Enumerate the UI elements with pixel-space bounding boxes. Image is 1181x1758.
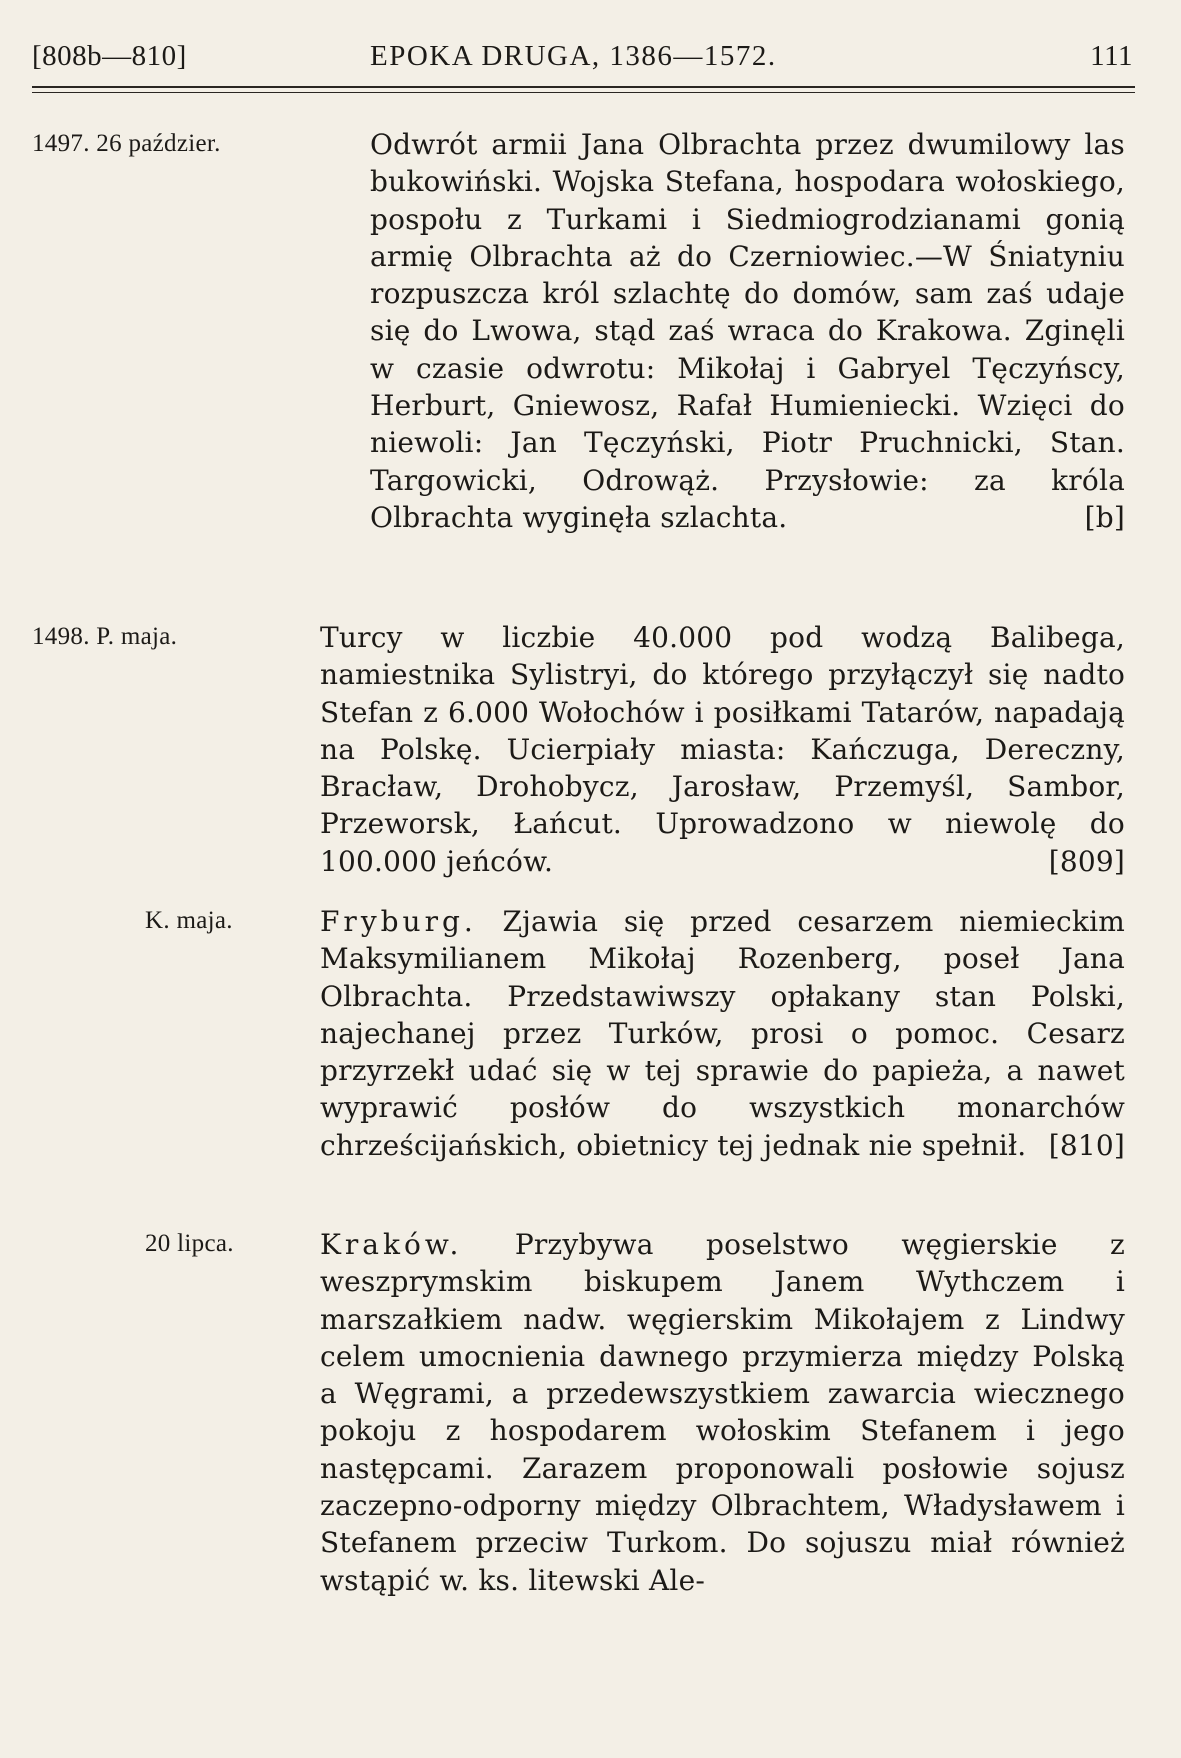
entry-text xyxy=(320,1226,1125,1599)
entry-place: Kraków. xyxy=(320,1228,463,1261)
entry-date: 1498. P. maja. xyxy=(32,623,178,650)
entry-text xyxy=(320,619,1125,880)
entry-reference: [810] xyxy=(1048,1128,1125,1162)
entry-body: Odwrót armii Jana Olbrachta przez dwumilowy las bukowiński. Wojska Stefana, hospodara wołoskiego, pospołu z Turkami i Siedmiogrodzianami gonią armię Olbrachta aż do Czerniowiec.—W Śniatyniu rozpuszcza król szlachtę do domów, sam zaś udaje się do Lwowa, stąd zaś wraca do Krakowa. Zginęli w czasie odwrotu: Mikołaj i Gabryel Tęczyńscy, Herburt, Gniewosz, Rafał Humieniecki. Wzięci do niewoli: Jan Tęczyński, Piotr Pruchnicki, Stan. Targowicki, Odrowąż. Przysłowie: za króla Olbrachta wyginęła szlachta. xyxy=(370,128,1125,534)
entry-body: Zjawia się przed cesarzem niemieckim Maksymilianem Mikołaj Rozenberg, poseł Jana Olbrachta. Przedstawiwszy opłakany stan Polski, najechanej przez Turków, prosi o pomoc. Cesarz przyrzekł udać się w tej sprawie do papieża, a nawet wyprawić posłów do wszystkich monarchów chrześcijańskich, obietnicy tej jednak nie spełnił. xyxy=(320,905,1125,1162)
header-section-range: [808b—810] xyxy=(32,40,187,72)
entry-text xyxy=(370,126,1125,536)
entry-body: Przybywa poselstwo węgierskie z weszprymskim biskupem Janem Wythczem i marszałkiem nadw. węgierskim Mikołajem z Lindwy celem umocnienia dawnego przymierza między Polską a Węgrami, a przedewszystkiem zawarcia wiecznego pokoju z hospodarem wołoskim Stefanem i jego następcami. Zarazem proponowali posłowie sojusz zaczepno-odporny między Olbrachtem, Władysławem i Stefanem przeciw Turkom. Do sojuszu miał również wstąpić w. ks. litewski Ale- xyxy=(320,1228,1125,1597)
entry-date: K. maja. xyxy=(145,907,233,934)
entry-body: Turcy w liczbie 40.000 pod wodzą Balibega, namiestnika Sylistryi, do którego przyłączył się nadto Stefan z 6.000 Wołochów i posiłkami Tatarów, napadają na Polskę. Ucierpiały miasta: Kańczuga, Dereczny, Bracław, Drohobycz, Jarosław, Przemyśl, Sambor, Przeworsk, Łańcut. Uprowadzono w niewolę do 100.000 jeńców. xyxy=(320,621,1125,878)
entry-place: Fryburg. xyxy=(320,905,477,938)
entry-date: 20 lipca. xyxy=(145,1230,234,1257)
entry-reference: [b] xyxy=(1084,500,1125,534)
entry-text xyxy=(320,903,1125,1164)
page-number: 111 xyxy=(1090,40,1133,72)
header-title: EPOKA DRUGA, 1386—1572. xyxy=(370,40,777,72)
entry-reference: [809] xyxy=(1048,844,1125,878)
entry-date: 1497. 26 paździer. xyxy=(32,130,221,157)
header-rule xyxy=(32,86,1135,93)
running-header xyxy=(32,40,1133,88)
